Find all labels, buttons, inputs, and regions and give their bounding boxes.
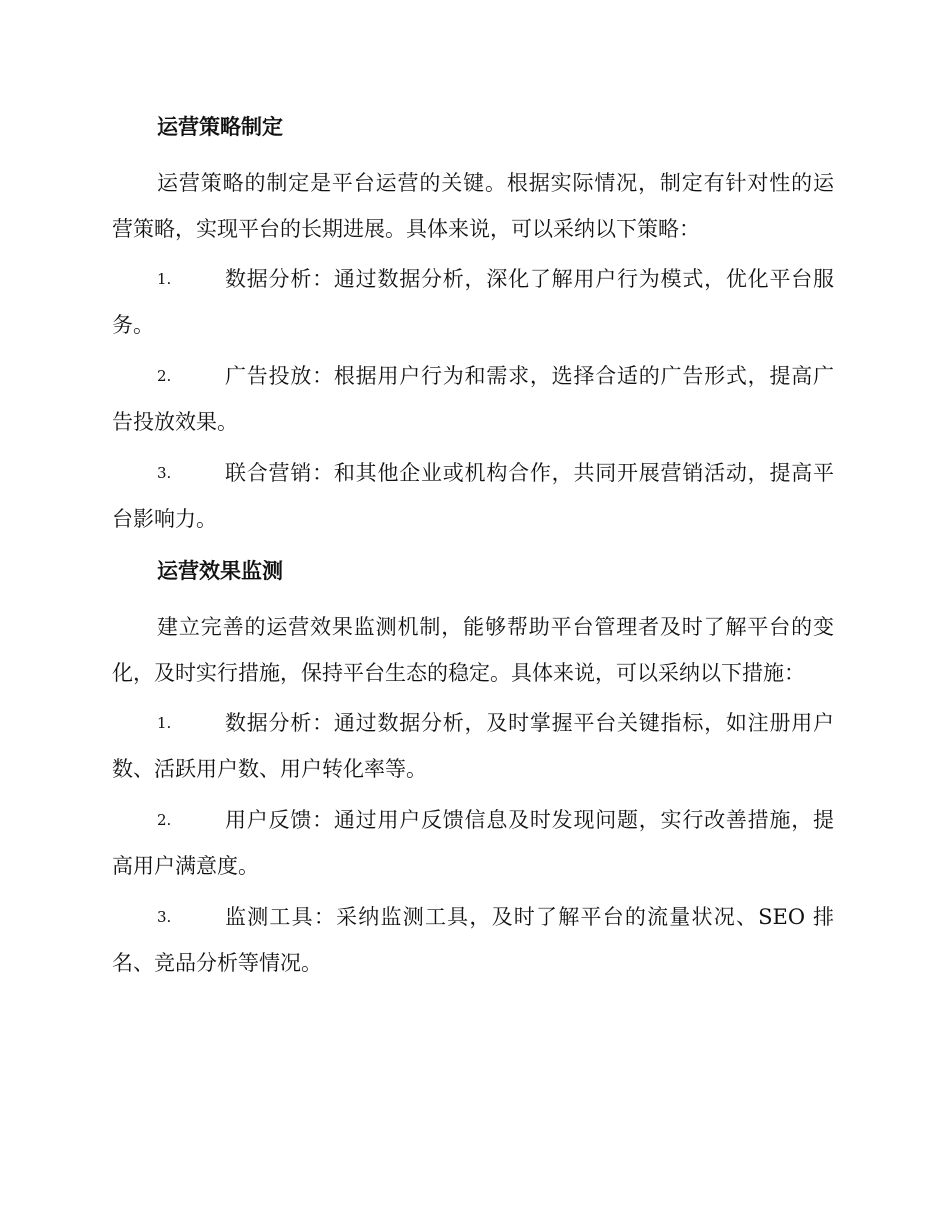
list-item-text: 监测工具：采纳监测工具，及时了解平台的流量状况、SEO 排: [225, 905, 834, 929]
list-item: [112, 700, 834, 792]
section-heading-strategy: 运营策略制定: [157, 114, 283, 139]
list-number: 2.: [157, 811, 172, 829]
list-item-continuation: 台影响力。: [112, 507, 217, 531]
section-intro-strategy: [112, 160, 834, 252]
list-number: 1.: [157, 714, 172, 732]
list-item-text: 用户反馈：通过用户反馈信息及时发现问题，实行改善措施，提: [225, 808, 834, 832]
list-item-text: 数据分析：通过数据分析，深化了解用户行为模式，优化平台服: [225, 267, 834, 291]
list-item: [112, 353, 834, 445]
paragraph-line: 建立完善的运营效果监测机制，能够帮助平台管理者及时了解平台的变: [157, 615, 834, 639]
paragraph-line: 化，及时实行措施，保持平台生态的稳定。具体来说，可以采纳以下措施：: [112, 661, 805, 685]
paragraph-line: 运营策略的制定是平台运营的关键。根据实际情况，制定有针对性的运: [157, 171, 834, 195]
section-intro-monitoring: [112, 604, 834, 696]
list-item-text: 广告投放：根据用户行为和需求，选择合适的广告形式，提高广: [225, 364, 834, 388]
list-item-continuation: 名、竞品分析等情况。: [112, 951, 322, 975]
list-item: [112, 797, 834, 889]
list-number: 2.: [157, 367, 172, 385]
list-number: 3.: [157, 908, 172, 926]
list-item-text: 联合营销：和其他企业或机构合作，共同开展营销活动，提高平: [225, 461, 834, 485]
list-item-continuation: 高用户满意度。: [112, 854, 259, 878]
list-item-continuation: 务。: [112, 313, 154, 337]
paragraph-line: 营策略，实现平台的长期进展。具体来说，可以采纳以下策略：: [112, 217, 700, 241]
section-heading-monitoring: 运营效果监测: [157, 558, 283, 583]
list-item-text: 数据分析：通过数据分析，及时掌握平台关键指标，如注册用户: [225, 711, 834, 735]
list-number: 3.: [157, 464, 172, 482]
list-number: 1.: [157, 270, 172, 288]
list-item-continuation: 告投放效果。: [112, 410, 238, 434]
list-item: [112, 256, 834, 348]
list-item-continuation: 数、活跃用户数、用户转化率等。: [112, 757, 427, 781]
list-item: [112, 894, 834, 986]
list-item: [112, 450, 834, 542]
